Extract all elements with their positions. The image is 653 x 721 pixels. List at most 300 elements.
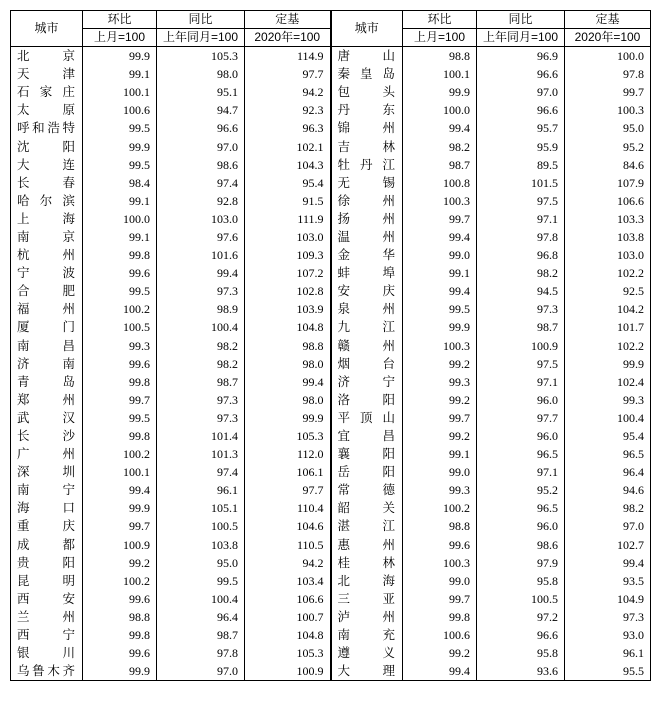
header-mom: 环比	[83, 11, 157, 29]
left-city: 长 沙	[11, 427, 83, 445]
right-mom-value: 100.2	[403, 499, 477, 517]
right-mom-value: 98.8	[403, 47, 477, 66]
right-yoy-value: 96.0	[477, 427, 565, 445]
right-yoy-value: 93.6	[477, 662, 565, 681]
right-city: 秦皇岛	[331, 65, 403, 83]
left-city: 哈尔滨	[11, 192, 83, 210]
header-yoy-base-right: 上年同月=100	[477, 29, 565, 47]
table-row	[11, 337, 651, 355]
left-yoy-value: 100.4	[157, 590, 245, 608]
header-city-right: 城市	[331, 11, 403, 47]
left-mom-value: 99.6	[83, 590, 157, 608]
right-mom-value: 99.1	[403, 445, 477, 463]
right-fixed-value: 103.8	[565, 228, 651, 246]
table-row	[11, 101, 651, 119]
right-mom-value: 99.4	[403, 282, 477, 300]
right-mom-value: 99.7	[403, 210, 477, 228]
left-yoy-value: 100.5	[157, 517, 245, 535]
right-city: 无 锡	[331, 174, 403, 192]
right-city: 锦 州	[331, 119, 403, 137]
left-mom-value: 100.6	[83, 101, 157, 119]
left-yoy-value: 105.1	[157, 499, 245, 517]
table-row	[11, 300, 651, 318]
right-mom-value: 99.1	[403, 264, 477, 282]
left-city: 济 南	[11, 355, 83, 373]
left-city: 沈 阳	[11, 137, 83, 155]
left-mom-value: 99.5	[83, 156, 157, 174]
right-yoy-value: 97.1	[477, 373, 565, 391]
right-yoy-value: 89.5	[477, 156, 565, 174]
right-city: 泸 州	[331, 608, 403, 626]
right-yoy-value: 96.6	[477, 626, 565, 644]
left-mom-value: 99.7	[83, 517, 157, 535]
left-mom-value: 99.6	[83, 264, 157, 282]
header-mom-base-right: 上月=100	[403, 29, 477, 47]
left-mom-value: 99.5	[83, 119, 157, 137]
left-mom-value: 98.4	[83, 174, 157, 192]
table-row	[11, 445, 651, 463]
left-mom-value: 99.1	[83, 228, 157, 246]
left-yoy-value: 96.6	[157, 119, 245, 137]
right-mom-value: 100.3	[403, 192, 477, 210]
left-mom-value: 99.5	[83, 409, 157, 427]
left-mom-value: 99.9	[83, 499, 157, 517]
left-city: 青 岛	[11, 373, 83, 391]
table-row	[11, 481, 651, 499]
left-mom-value: 100.2	[83, 445, 157, 463]
right-fixed-value: 99.4	[565, 554, 651, 572]
table-row	[11, 246, 651, 264]
left-yoy-value: 97.3	[157, 409, 245, 427]
right-fixed-value: 100.3	[565, 101, 651, 119]
left-fixed-value: 103.4	[245, 572, 331, 590]
right-city: 洛 阳	[331, 391, 403, 409]
right-yoy-value: 97.3	[477, 300, 565, 318]
left-fixed-value: 114.9	[245, 47, 331, 66]
left-mom-value: 99.9	[83, 662, 157, 681]
right-yoy-value: 98.2	[477, 264, 565, 282]
left-fixed-value: 103.9	[245, 300, 331, 318]
right-city: 大 理	[331, 662, 403, 681]
right-yoy-value: 95.7	[477, 119, 565, 137]
right-mom-value: 99.0	[403, 463, 477, 481]
right-fixed-value: 93.0	[565, 626, 651, 644]
right-mom-value: 99.2	[403, 355, 477, 373]
left-fixed-value: 112.0	[245, 445, 331, 463]
right-city: 九 江	[331, 318, 403, 336]
left-city: 杭 州	[11, 246, 83, 264]
left-mom-value: 99.7	[83, 391, 157, 409]
right-fixed-value: 95.2	[565, 137, 651, 155]
left-yoy-value: 103.0	[157, 210, 245, 228]
right-yoy-value: 97.5	[477, 192, 565, 210]
right-yoy-value: 96.6	[477, 101, 565, 119]
right-yoy-value: 98.7	[477, 318, 565, 336]
left-mom-value: 99.9	[83, 137, 157, 155]
left-city: 宁 波	[11, 264, 83, 282]
left-fixed-value: 95.4	[245, 174, 331, 192]
left-city: 郑 州	[11, 391, 83, 409]
left-city: 兰 州	[11, 608, 83, 626]
right-mom-value: 100.3	[403, 554, 477, 572]
right-mom-value: 100.0	[403, 101, 477, 119]
right-yoy-value: 95.9	[477, 137, 565, 155]
right-mom-value: 99.0	[403, 572, 477, 590]
header-fixed-right: 定基	[565, 11, 651, 29]
left-mom-value: 100.1	[83, 83, 157, 101]
left-fixed-value: 110.4	[245, 499, 331, 517]
right-yoy-value: 95.8	[477, 644, 565, 662]
right-city: 扬 州	[331, 210, 403, 228]
right-mom-value: 99.4	[403, 228, 477, 246]
right-mom-value: 100.3	[403, 337, 477, 355]
left-city: 上 海	[11, 210, 83, 228]
right-mom-value: 99.5	[403, 300, 477, 318]
right-fixed-value: 97.0	[565, 517, 651, 535]
left-mom-value: 99.3	[83, 337, 157, 355]
right-city: 金 华	[331, 246, 403, 264]
right-fixed-value: 95.4	[565, 427, 651, 445]
right-yoy-value: 97.5	[477, 355, 565, 373]
left-mom-value: 99.1	[83, 65, 157, 83]
left-fixed-value: 94.2	[245, 83, 331, 101]
left-fixed-value: 99.9	[245, 409, 331, 427]
right-yoy-value: 97.8	[477, 228, 565, 246]
left-city: 北 京	[11, 47, 83, 66]
left-mom-value: 99.6	[83, 644, 157, 662]
table-row	[11, 590, 651, 608]
left-yoy-value: 100.4	[157, 318, 245, 336]
table-row	[11, 47, 651, 66]
right-city: 桂 林	[331, 554, 403, 572]
left-city: 乌鲁木齐	[11, 662, 83, 681]
left-yoy-value: 99.5	[157, 572, 245, 590]
table-row	[11, 608, 651, 626]
left-city: 南 宁	[11, 481, 83, 499]
table-row	[11, 662, 651, 681]
left-mom-value: 100.0	[83, 210, 157, 228]
left-city: 福 州	[11, 300, 83, 318]
table-row	[11, 554, 651, 572]
left-mom-value: 99.8	[83, 246, 157, 264]
left-yoy-value: 94.7	[157, 101, 245, 119]
left-mom-value: 99.4	[83, 481, 157, 499]
right-fixed-value: 102.2	[565, 264, 651, 282]
right-yoy-value: 97.1	[477, 463, 565, 481]
right-fixed-value: 101.7	[565, 318, 651, 336]
left-yoy-value: 98.2	[157, 337, 245, 355]
table-row	[11, 373, 651, 391]
left-yoy-value: 97.3	[157, 282, 245, 300]
table-body	[11, 47, 651, 681]
left-city: 厦 门	[11, 318, 83, 336]
right-mom-value: 99.4	[403, 119, 477, 137]
right-yoy-value: 96.0	[477, 517, 565, 535]
right-city: 常 德	[331, 481, 403, 499]
right-mom-value: 99.4	[403, 662, 477, 681]
right-fixed-value: 98.2	[565, 499, 651, 517]
table-row	[11, 174, 651, 192]
left-fixed-value: 94.2	[245, 554, 331, 572]
left-fixed-value: 106.1	[245, 463, 331, 481]
left-yoy-value: 98.7	[157, 373, 245, 391]
right-city: 丹 东	[331, 101, 403, 119]
right-mom-value: 100.6	[403, 626, 477, 644]
table-row	[11, 409, 651, 427]
right-mom-value: 99.8	[403, 608, 477, 626]
left-city: 银 川	[11, 644, 83, 662]
left-fixed-value: 100.7	[245, 608, 331, 626]
right-yoy-value: 96.8	[477, 246, 565, 264]
right-mom-value: 99.7	[403, 590, 477, 608]
right-mom-value: 99.7	[403, 409, 477, 427]
right-yoy-value: 97.1	[477, 210, 565, 228]
left-mom-value: 100.9	[83, 536, 157, 554]
table-row	[11, 536, 651, 554]
left-yoy-value: 99.4	[157, 264, 245, 282]
left-city: 成 都	[11, 536, 83, 554]
right-yoy-value: 97.0	[477, 83, 565, 101]
right-city: 蚌 埠	[331, 264, 403, 282]
right-city: 温 州	[331, 228, 403, 246]
left-fixed-value: 106.6	[245, 590, 331, 608]
left-city: 天 津	[11, 65, 83, 83]
left-yoy-value: 98.9	[157, 300, 245, 318]
left-city: 呼和浩特	[11, 119, 83, 137]
left-yoy-value: 105.3	[157, 47, 245, 66]
table-row	[11, 119, 651, 137]
left-fixed-value: 96.3	[245, 119, 331, 137]
left-city: 广 州	[11, 445, 83, 463]
header-yoy-base: 上年同月=100	[157, 29, 245, 47]
left-yoy-value: 101.4	[157, 427, 245, 445]
table-row	[11, 626, 651, 644]
right-fixed-value: 92.5	[565, 282, 651, 300]
left-mom-value: 98.8	[83, 608, 157, 626]
right-mom-value: 99.9	[403, 318, 477, 336]
table-row	[11, 644, 651, 662]
right-city: 平顶山	[331, 409, 403, 427]
right-fixed-value: 102.4	[565, 373, 651, 391]
left-city: 重 庆	[11, 517, 83, 535]
left-yoy-value: 97.3	[157, 391, 245, 409]
left-fixed-value: 104.8	[245, 626, 331, 644]
right-fixed-value: 102.7	[565, 536, 651, 554]
left-fixed-value: 97.7	[245, 65, 331, 83]
right-city: 吉 林	[331, 137, 403, 155]
table-row	[11, 228, 651, 246]
left-mom-value: 99.5	[83, 282, 157, 300]
left-fixed-value: 98.0	[245, 391, 331, 409]
right-yoy-value: 101.5	[477, 174, 565, 192]
header-mom-right: 环比	[403, 11, 477, 29]
right-fixed-value: 100.4	[565, 409, 651, 427]
right-fixed-value: 95.0	[565, 119, 651, 137]
table-row	[11, 83, 651, 101]
left-yoy-value: 97.8	[157, 644, 245, 662]
left-fixed-value: 92.3	[245, 101, 331, 119]
right-city: 宜 昌	[331, 427, 403, 445]
right-fixed-value: 103.3	[565, 210, 651, 228]
right-mom-value: 100.1	[403, 65, 477, 83]
table-row	[11, 517, 651, 535]
left-fixed-value: 99.4	[245, 373, 331, 391]
left-city: 南 京	[11, 228, 83, 246]
left-yoy-value: 95.0	[157, 554, 245, 572]
header-fixed-base-right: 2020年=100	[565, 29, 651, 47]
right-city: 唐 山	[331, 47, 403, 66]
header-fixed: 定基	[245, 11, 331, 29]
right-fixed-value: 99.7	[565, 83, 651, 101]
right-fixed-value: 102.2	[565, 337, 651, 355]
right-city: 泉 州	[331, 300, 403, 318]
left-fixed-value: 104.8	[245, 318, 331, 336]
left-city: 石家庄	[11, 83, 83, 101]
left-yoy-value: 97.0	[157, 662, 245, 681]
left-fixed-value: 105.3	[245, 644, 331, 662]
left-yoy-value: 98.2	[157, 355, 245, 373]
left-fixed-value: 91.5	[245, 192, 331, 210]
left-fixed-value: 104.6	[245, 517, 331, 535]
table-row	[11, 282, 651, 300]
right-city: 包 头	[331, 83, 403, 101]
left-yoy-value: 95.1	[157, 83, 245, 101]
right-city: 岳 阳	[331, 463, 403, 481]
left-city: 贵 阳	[11, 554, 83, 572]
right-yoy-value: 100.9	[477, 337, 565, 355]
left-mom-value: 99.8	[83, 427, 157, 445]
left-yoy-value: 98.7	[157, 626, 245, 644]
table-row	[11, 156, 651, 174]
right-city: 牡丹江	[331, 156, 403, 174]
header-yoy: 同比	[157, 11, 245, 29]
right-fixed-value: 107.9	[565, 174, 651, 192]
left-city: 南 昌	[11, 337, 83, 355]
table-row	[11, 499, 651, 517]
left-fixed-value: 102.8	[245, 282, 331, 300]
right-city: 惠 州	[331, 536, 403, 554]
right-mom-value: 99.3	[403, 373, 477, 391]
left-yoy-value: 97.0	[157, 137, 245, 155]
right-city: 烟 台	[331, 355, 403, 373]
right-fixed-value: 99.9	[565, 355, 651, 373]
header-fixed-base: 2020年=100	[245, 29, 331, 47]
left-mom-value: 99.8	[83, 626, 157, 644]
left-mom-value: 99.8	[83, 373, 157, 391]
left-mom-value: 100.2	[83, 572, 157, 590]
left-yoy-value: 101.6	[157, 246, 245, 264]
left-yoy-value: 98.6	[157, 156, 245, 174]
right-fixed-value: 99.3	[565, 391, 651, 409]
left-fixed-value: 103.0	[245, 228, 331, 246]
right-fixed-value: 96.4	[565, 463, 651, 481]
right-yoy-value: 96.5	[477, 445, 565, 463]
left-fixed-value: 104.3	[245, 156, 331, 174]
left-yoy-value: 103.8	[157, 536, 245, 554]
left-city: 西 安	[11, 590, 83, 608]
left-fixed-value: 97.7	[245, 481, 331, 499]
left-fixed-value: 102.1	[245, 137, 331, 155]
right-fixed-value: 97.8	[565, 65, 651, 83]
left-mom-value: 100.2	[83, 300, 157, 318]
right-mom-value: 99.2	[403, 391, 477, 409]
left-fixed-value: 107.2	[245, 264, 331, 282]
left-yoy-value: 96.1	[157, 481, 245, 499]
right-mom-value: 98.8	[403, 517, 477, 535]
right-city: 遵 义	[331, 644, 403, 662]
right-yoy-value: 95.8	[477, 572, 565, 590]
table-row	[11, 572, 651, 590]
left-yoy-value: 92.8	[157, 192, 245, 210]
table-row	[11, 427, 651, 445]
left-mom-value: 100.1	[83, 463, 157, 481]
left-yoy-value: 96.4	[157, 608, 245, 626]
left-fixed-value: 110.5	[245, 536, 331, 554]
right-mom-value: 99.9	[403, 83, 477, 101]
right-yoy-value: 97.2	[477, 608, 565, 626]
right-mom-value: 99.2	[403, 644, 477, 662]
table-row	[11, 137, 651, 155]
price-index-table	[10, 10, 651, 681]
right-fixed-value: 103.0	[565, 246, 651, 264]
right-city: 安 庆	[331, 282, 403, 300]
right-fixed-value: 96.1	[565, 644, 651, 662]
table-row	[11, 463, 651, 481]
right-city: 济 宁	[331, 373, 403, 391]
left-yoy-value: 101.3	[157, 445, 245, 463]
table-row	[11, 192, 651, 210]
right-city: 赣 州	[331, 337, 403, 355]
right-yoy-value: 96.9	[477, 47, 565, 66]
right-yoy-value: 94.5	[477, 282, 565, 300]
right-fixed-value: 95.5	[565, 662, 651, 681]
left-city: 西 宁	[11, 626, 83, 644]
left-fixed-value: 98.8	[245, 337, 331, 355]
table-row	[11, 318, 651, 336]
left-yoy-value: 98.0	[157, 65, 245, 83]
left-fixed-value: 109.3	[245, 246, 331, 264]
header-city: 城市	[11, 11, 83, 47]
left-city: 武 汉	[11, 409, 83, 427]
right-yoy-value: 97.9	[477, 554, 565, 572]
right-city: 襄 阳	[331, 445, 403, 463]
right-fixed-value: 104.9	[565, 590, 651, 608]
left-mom-value: 100.5	[83, 318, 157, 336]
right-city: 徐 州	[331, 192, 403, 210]
table-row	[11, 391, 651, 409]
right-mom-value: 98.2	[403, 137, 477, 155]
right-yoy-value: 95.2	[477, 481, 565, 499]
right-yoy-value: 96.0	[477, 391, 565, 409]
right-mom-value: 99.6	[403, 536, 477, 554]
right-fixed-value: 100.0	[565, 47, 651, 66]
left-mom-value: 99.9	[83, 47, 157, 66]
right-mom-value: 98.7	[403, 156, 477, 174]
left-fixed-value: 98.0	[245, 355, 331, 373]
right-yoy-value: 97.7	[477, 409, 565, 427]
right-city: 南 充	[331, 626, 403, 644]
left-mom-value: 99.6	[83, 355, 157, 373]
table-row	[11, 210, 651, 228]
header-mom-base: 上月=100	[83, 29, 157, 47]
right-fixed-value: 97.3	[565, 608, 651, 626]
right-city: 北 海	[331, 572, 403, 590]
right-mom-value: 100.8	[403, 174, 477, 192]
right-city: 三 亚	[331, 590, 403, 608]
right-city: 湛 江	[331, 517, 403, 535]
left-city: 海 口	[11, 499, 83, 517]
left-city: 深 圳	[11, 463, 83, 481]
